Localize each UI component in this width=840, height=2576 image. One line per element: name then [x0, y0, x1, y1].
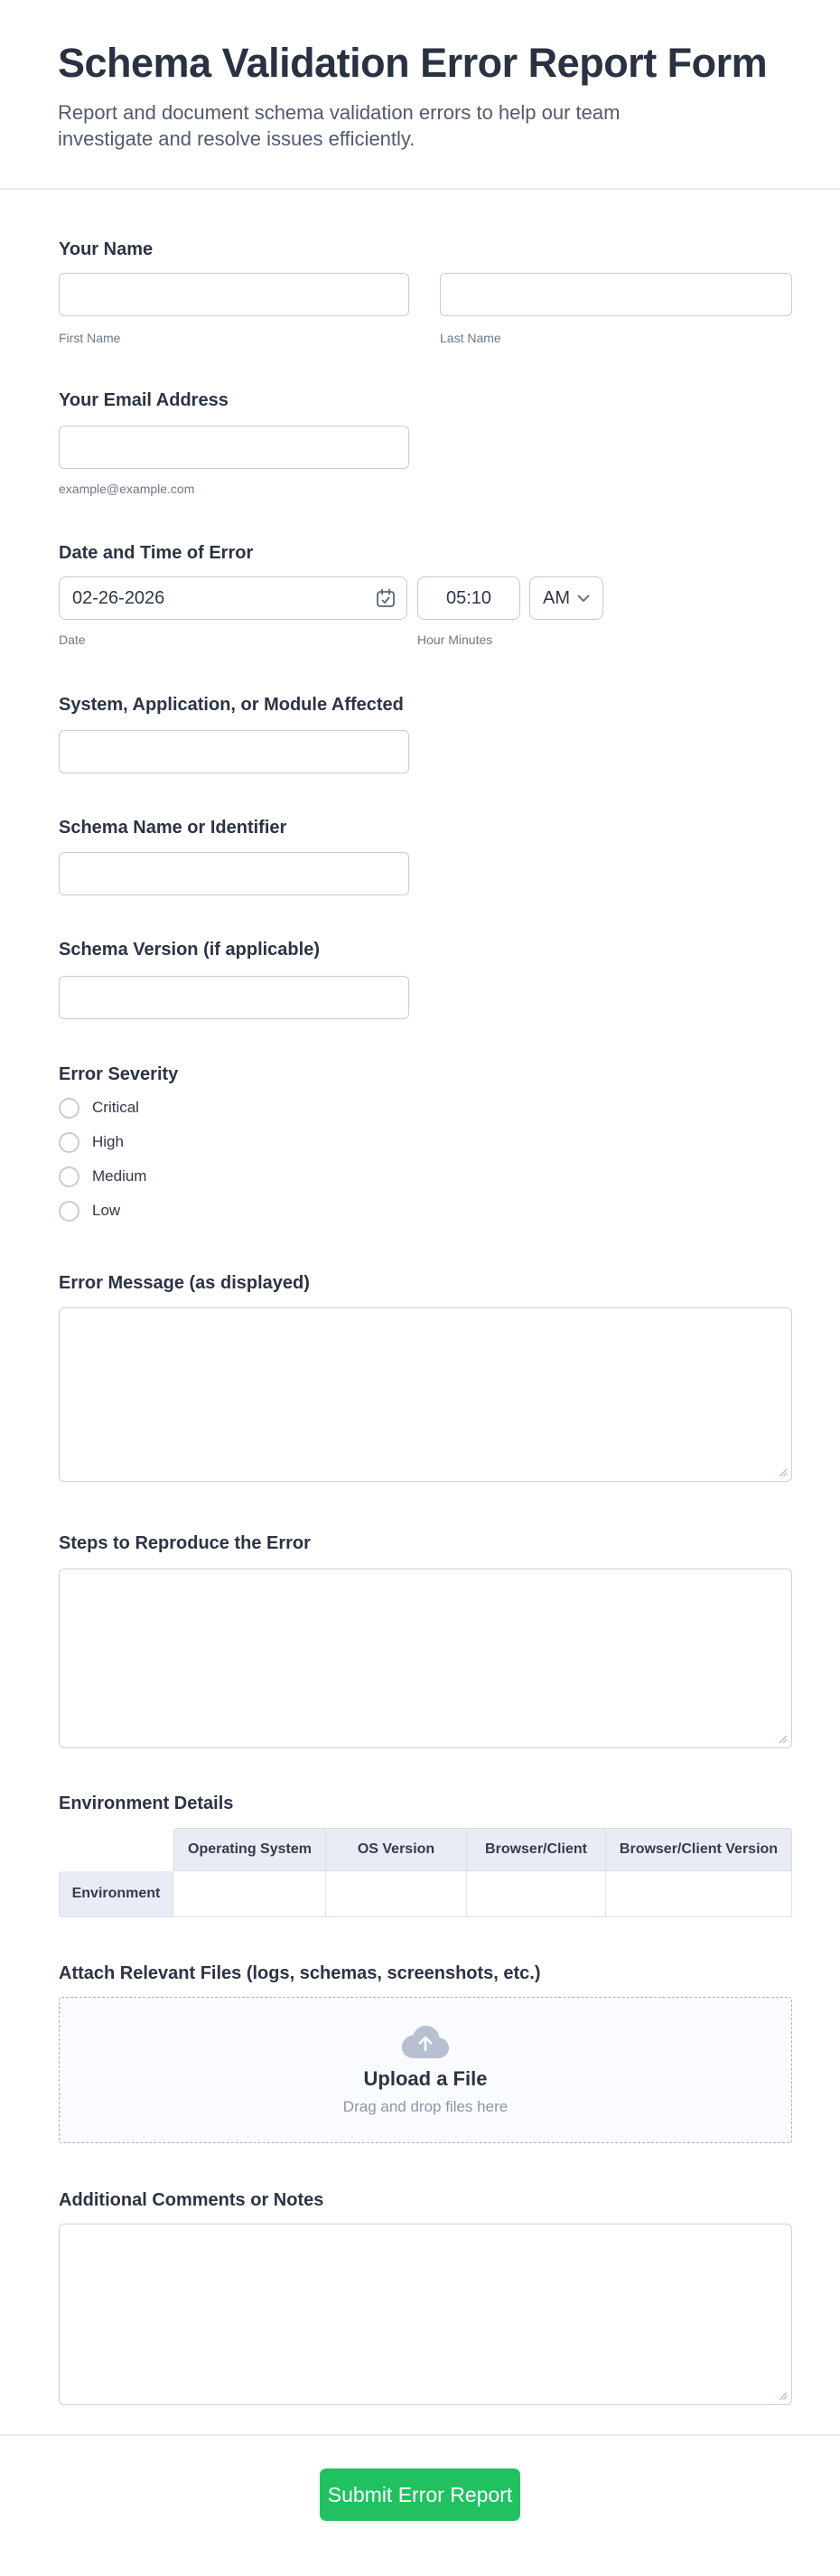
cell-os[interactable]: [173, 1871, 326, 1917]
system-input[interactable]: [59, 730, 409, 773]
last-name-sublabel: Last Name: [440, 331, 501, 345]
section-name: [59, 239, 792, 346]
comments-label: Additional Comments or Notes: [59, 2190, 324, 2210]
file-dropzone[interactable]: [59, 1997, 792, 2143]
radio-button-icon[interactable]: [59, 1098, 79, 1119]
submit-button[interactable]: Submit Error Report: [320, 2468, 520, 2521]
section-datetime: [59, 542, 792, 648]
radio-label: Critical: [92, 1099, 139, 1116]
date-sublabel: Date: [59, 632, 86, 647]
section-schema-version: [59, 939, 792, 1019]
steps-label: Steps to Reproduce the Error: [59, 1533, 311, 1553]
last-name-input[interactable]: [440, 273, 792, 316]
environment-table: [59, 1828, 792, 1917]
schema-name-label: Schema Name or Identifier: [59, 818, 287, 838]
page-title: Schema Validation Error Report Form: [58, 40, 768, 86]
time-sublabel: Hour Minutes: [417, 632, 493, 647]
radio-label: Low: [92, 1202, 121, 1219]
cell-browser[interactable]: [467, 1871, 606, 1917]
date-input[interactable]: [59, 576, 407, 620]
severity-option-low[interactable]: [59, 1199, 792, 1222]
datetime-label: Date and Time of Error: [59, 543, 254, 563]
form-body: [0, 239, 840, 2405]
section-steps: [59, 1532, 792, 1748]
calendar-check-icon[interactable]: [376, 588, 396, 608]
severity-option-high[interactable]: [59, 1130, 792, 1154]
header-divider: [0, 188, 840, 190]
radio-label: High: [92, 1133, 124, 1150]
environment-label: Environment Details: [59, 1794, 234, 1813]
error-message-label: Error Message (as displayed): [59, 1273, 310, 1293]
chevron-down-icon: [577, 595, 590, 603]
table-corner-cell: [59, 1828, 173, 1871]
section-attachments: [59, 1962, 792, 2143]
error-message-textarea[interactable]: [59, 1307, 792, 1482]
table-row: [59, 1871, 792, 1917]
column-header-browser: Browser/Client: [467, 1828, 606, 1871]
radio-button-icon[interactable]: [59, 1201, 79, 1222]
upload-hint: Drag and drop files here: [342, 2098, 509, 2115]
severity-option-medium[interactable]: [59, 1165, 792, 1188]
radio-button-icon[interactable]: [59, 1132, 79, 1153]
comments-textarea[interactable]: [59, 2224, 792, 2405]
severity-label: Error Severity: [59, 1064, 179, 1084]
section-schema-name: [59, 817, 792, 895]
system-label: System, Application, or Module Affected: [59, 695, 404, 715]
section-severity: [59, 1063, 792, 1222]
email-sublabel: example@example.com: [59, 482, 195, 496]
time-input[interactable]: [417, 576, 520, 620]
section-error-message: [59, 1272, 792, 1482]
cell-browser-version[interactable]: [606, 1871, 792, 1917]
ampm-select[interactable]: [529, 576, 603, 620]
column-header-os: Operating System: [173, 1828, 326, 1871]
schema-version-input[interactable]: [59, 976, 409, 1019]
row-header-environment: Environment: [59, 1871, 173, 1917]
column-header-browser-version: Browser/Client Version: [606, 1828, 792, 1871]
cloud-upload-icon: [402, 2024, 449, 2058]
schema-name-input[interactable]: [59, 852, 409, 895]
form-footer: [0, 2436, 840, 2521]
steps-textarea[interactable]: [59, 1569, 792, 1748]
email-input[interactable]: [59, 426, 409, 469]
ampm-value: AM: [543, 587, 570, 608]
attachments-label: Attach Relevant Files (logs, schemas, screenshots, etc.): [59, 1963, 541, 1983]
first-name-sublabel: First Name: [59, 331, 121, 345]
cell-os-version[interactable]: [326, 1871, 467, 1917]
section-email: [59, 389, 792, 497]
form-header: [0, 0, 840, 152]
page-subtitle: Report and document schema validation errors to help our team investigate and resolve issues efficiently.: [58, 101, 621, 150]
severity-option-critical[interactable]: [59, 1096, 792, 1119]
section-comments: [59, 2189, 792, 2405]
upload-title: Upload a File: [363, 2067, 488, 2090]
schema-version-label: Schema Version (if applicable): [59, 940, 320, 960]
radio-label: Medium: [92, 1167, 147, 1185]
email-label: Your Email Address: [59, 390, 229, 410]
column-header-os-version: OS Version: [326, 1828, 467, 1871]
radio-button-icon[interactable]: [59, 1166, 79, 1187]
name-label: Your Name: [59, 239, 154, 259]
first-name-input[interactable]: [59, 273, 409, 316]
section-system: [59, 694, 792, 773]
section-environment: [59, 1793, 792, 1917]
